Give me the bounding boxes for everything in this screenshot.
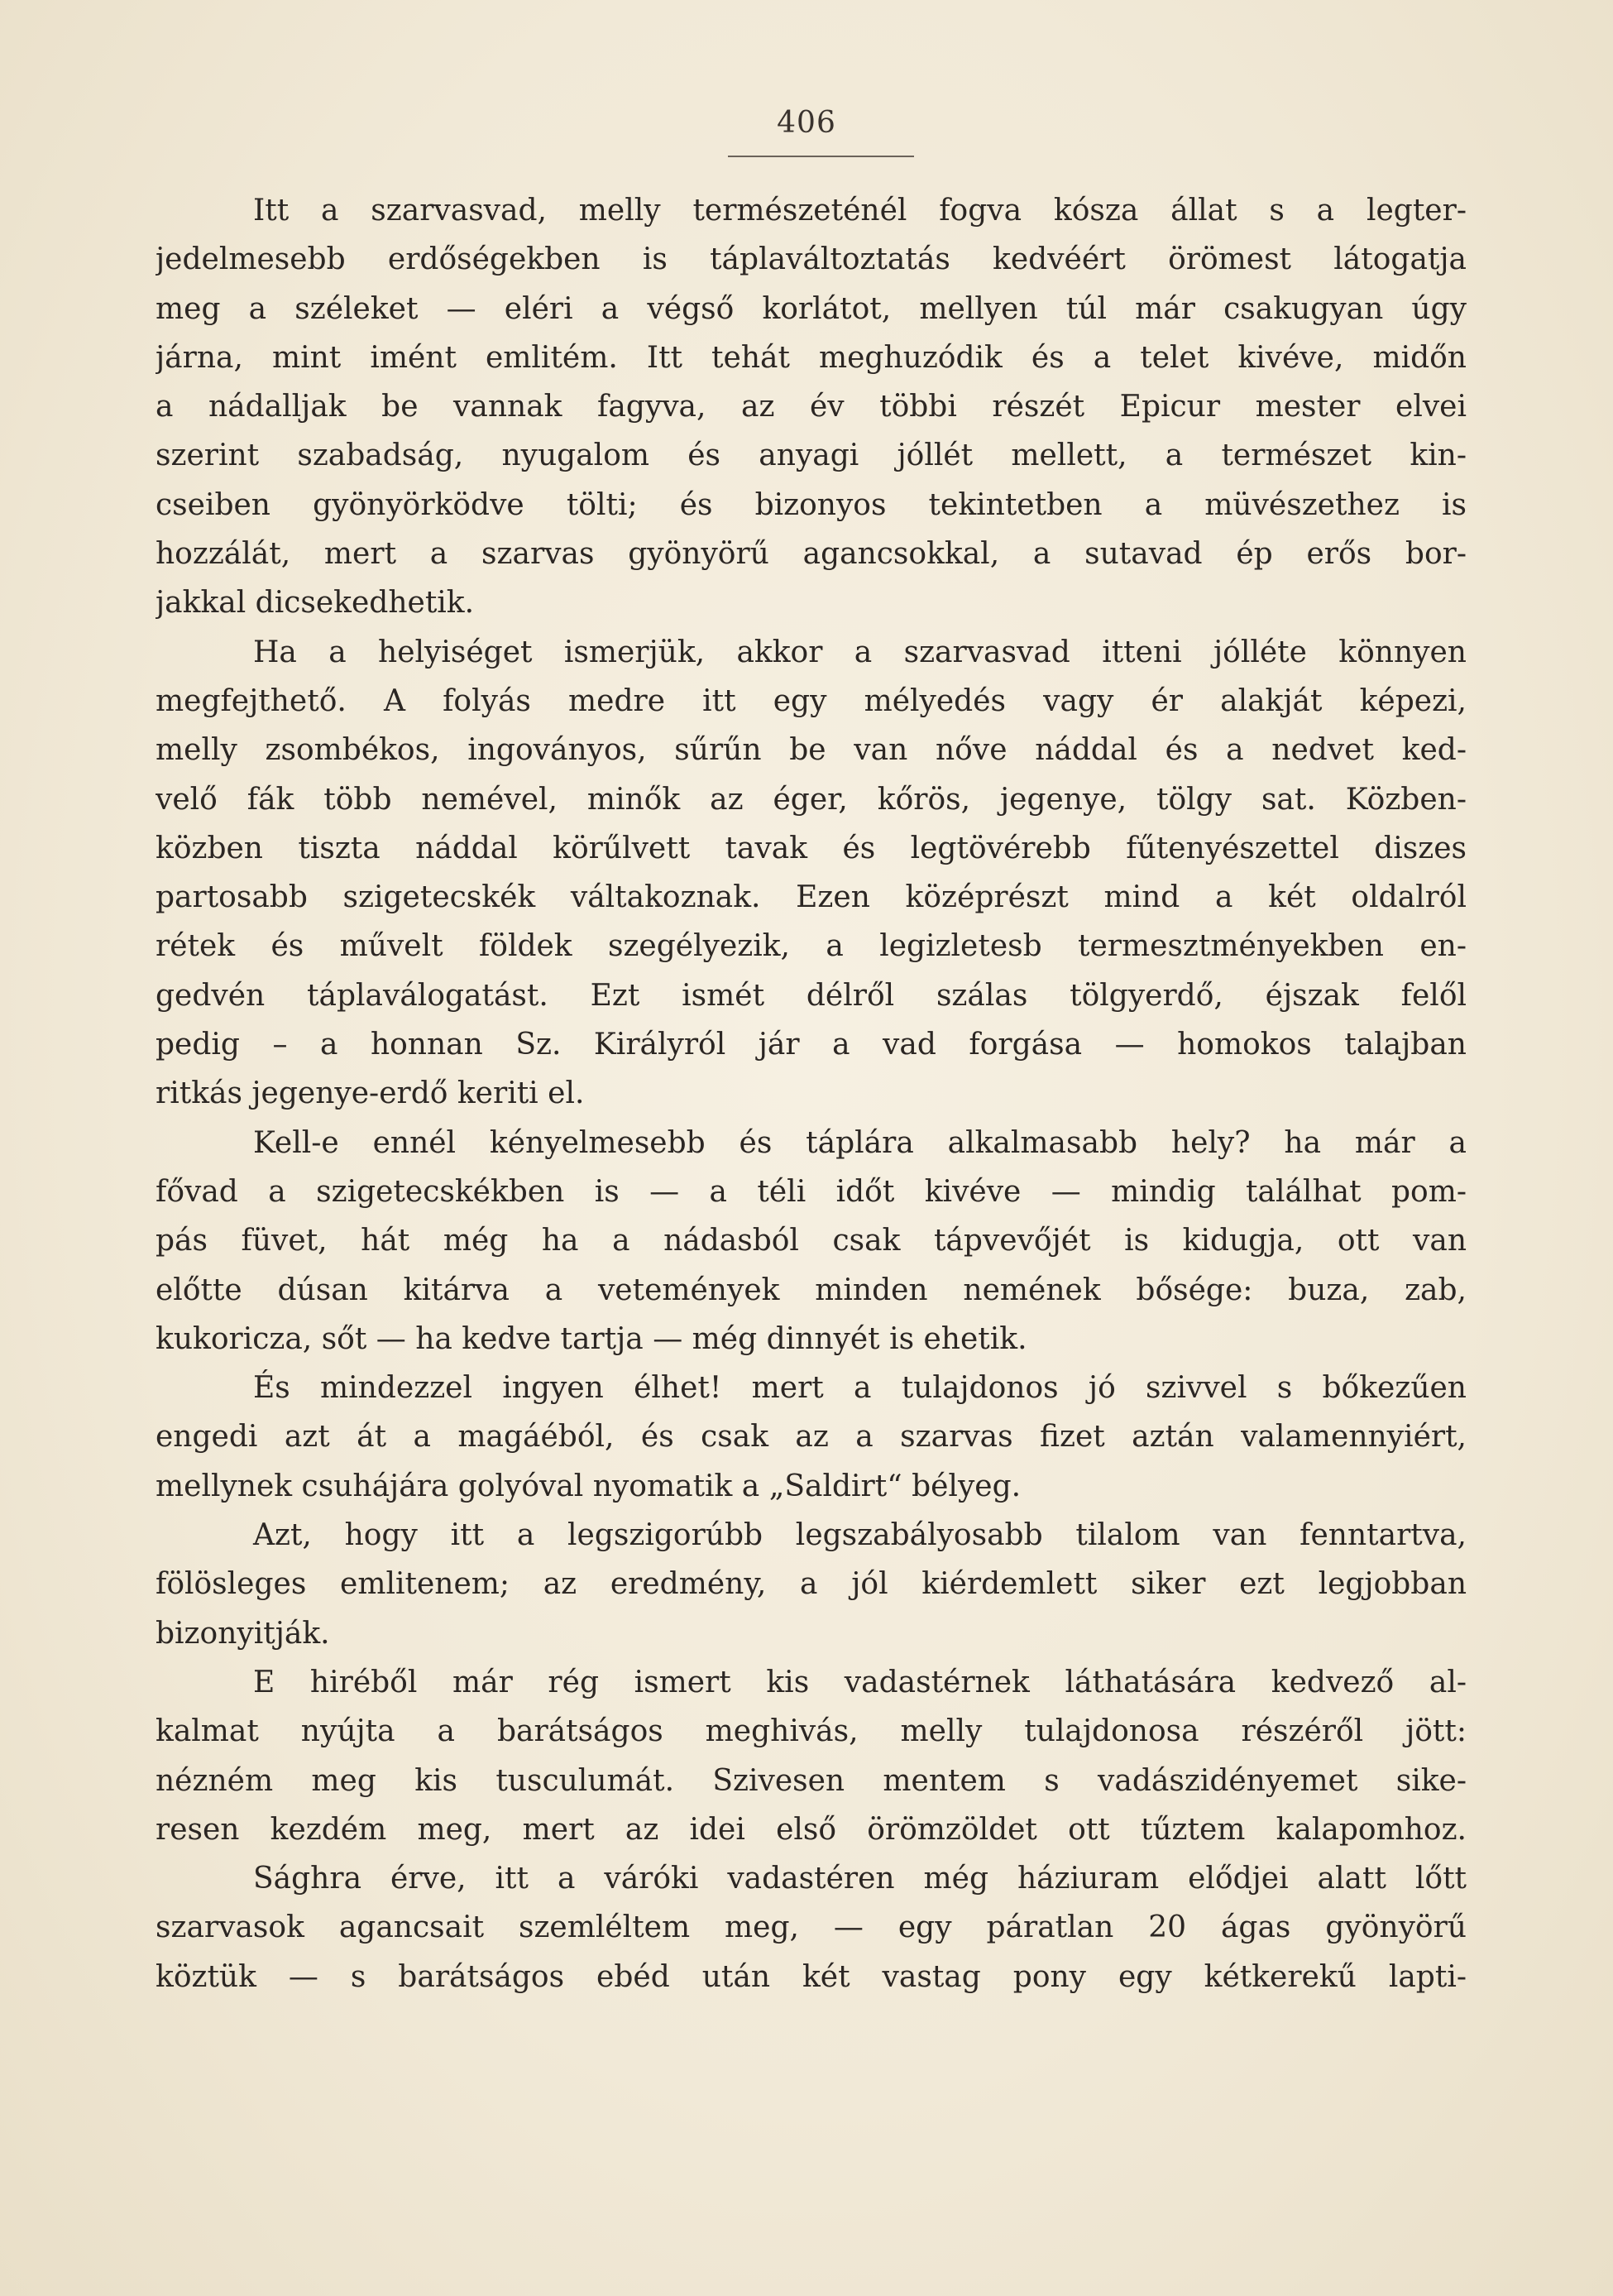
text-line: És mindezzel ingyen élhet! mert a tulajdonos jó szivvel s bőkezűen <box>253 1371 1467 1406</box>
text-line: köztük — s barátságos ebéd után két vastag pony egy kétkerekű lapti- <box>156 1959 1467 1994</box>
page-number: 406 <box>777 106 836 140</box>
text-line: hozzálát, mert a szarvas gyönyörű agancsokkal, a sutavad ép erős bor- <box>156 537 1467 572</box>
text-line: pás füvet, hát még ha a nádasból csak tápvevőjét is kidugja, ott van <box>156 1224 1467 1258</box>
text-line: partosabb szigetecskék váltakoznak. Ezen középrészt mind a két oldalról <box>156 880 1467 915</box>
text-line: kalmat nyújta a barátságos meghivás, melly tulajdonosa részéről jött: <box>156 1714 1467 1749</box>
text-line: járna, mint imént emlitém. Itt tehát meghuzódik és a telet kivéve, midőn <box>156 340 1467 375</box>
text-line: előtte dúsan kitárva a vetemények minden nemének bősége: buza, zab, <box>156 1273 1467 1307</box>
header-rule <box>728 156 914 157</box>
text-line: pedig – a honnan Sz. Királyról jár a vad forgása — homokos talajban <box>156 1028 1467 1062</box>
text-line: kukoricza, sőt — ha kedve tartja — még dinnyét is ehetik. <box>156 1321 1027 1356</box>
text-line: Sághra érve, itt a váróki vadastéren még háziuram elődjei alatt lőtt <box>253 1862 1467 1896</box>
text-line: engedi azt át a magáéból, és csak az a szarvas fizet aztán valamennyiért, <box>156 1420 1467 1455</box>
text-line: Kell-e ennél kényelmesebb és táplára alkalmasabb hely? ha már a <box>253 1125 1467 1160</box>
text-line: resen kezdém meg, mert az idei első örömzöldet ott tűztem kalapomhoz. <box>156 1812 1467 1847</box>
text-line: bizonyitják. <box>156 1616 330 1651</box>
text-line: mellynek csuhájára golyóval nyomatik a „Saldirt“ bélyeg. <box>156 1469 1022 1503</box>
text-line: Itt a szarvasvad, melly természeténél fogva kósza állat s a legter- <box>253 194 1467 228</box>
text-line: a nádalljak be vannak fagyva, az év többi részét Epicur mester elvei <box>156 390 1467 424</box>
text-line: jakkal dicsekedhetik. <box>156 586 475 621</box>
text-line: szerint szabadság, nyugalom és anyagi jóllét mellett, a természet kin- <box>156 439 1467 473</box>
text-line: megfejthető. A folyás medre itt egy mélyedés vagy ér alakját képezi, <box>156 683 1467 718</box>
text-line: közben tiszta náddal körűlvett tavak és legtövérebb fűtenyészettel diszes <box>156 831 1467 865</box>
text-line: melly zsombékos, ingoványos, sűrűn be van nőve náddal és a nedvet ked- <box>156 733 1467 768</box>
text-line: velő fák több nemével, minők az éger, kőrös, jegenye, tölgy sat. Közben- <box>156 782 1467 817</box>
text-line: ritkás jegenye-erdő keriti el. <box>156 1076 585 1111</box>
body-text <box>156 186 1467 2001</box>
text-line: Azt, hogy itt a legszigorúbb legszabályosabb tilalom van fenntartva, <box>253 1518 1467 1553</box>
text-line: szarvasok agancsait szemléltem meg, — egy páratlan 20 ágas gyönyörű <box>156 1910 1467 1945</box>
text-line: fővad a szigetecskékben is — a téli időt kivéve — mindig találhat pom- <box>156 1174 1467 1209</box>
text-line: jedelmesebb erdőségekben is táplaváltoztatás kedvéért örömest látogatja <box>156 242 1467 277</box>
text-line: nézném meg kis tusculumát. Szivesen mentem s vadászidényemet sike- <box>156 1763 1467 1798</box>
text-line: E hiréből már rég ismert kis vadastérnek láthatására kedvező al- <box>253 1665 1467 1699</box>
text-line: Ha a helyiséget ismerjük, akkor a szarvasvad itteni jólléte könnyen <box>253 635 1467 669</box>
text-line: gedvén táplaválogatást. Ezt ismét délről szálas tölgyerdő, éjszak felől <box>156 978 1467 1013</box>
text-line: fölösleges emlitenem; az eredmény, a jól kiérdemlett siker ezt legjobban <box>156 1567 1467 1602</box>
text-line: rétek és művelt földek szegélyezik, a legizletesb termesztményekben en- <box>156 929 1467 964</box>
text-line: meg a széleket — eléri a végső korlátot, mellyen túl már csakugyan úgy <box>156 291 1467 326</box>
text-line: cseiben gyönyörködve tölti; és bizonyos tekintetben a müvészethez is <box>156 487 1467 522</box>
